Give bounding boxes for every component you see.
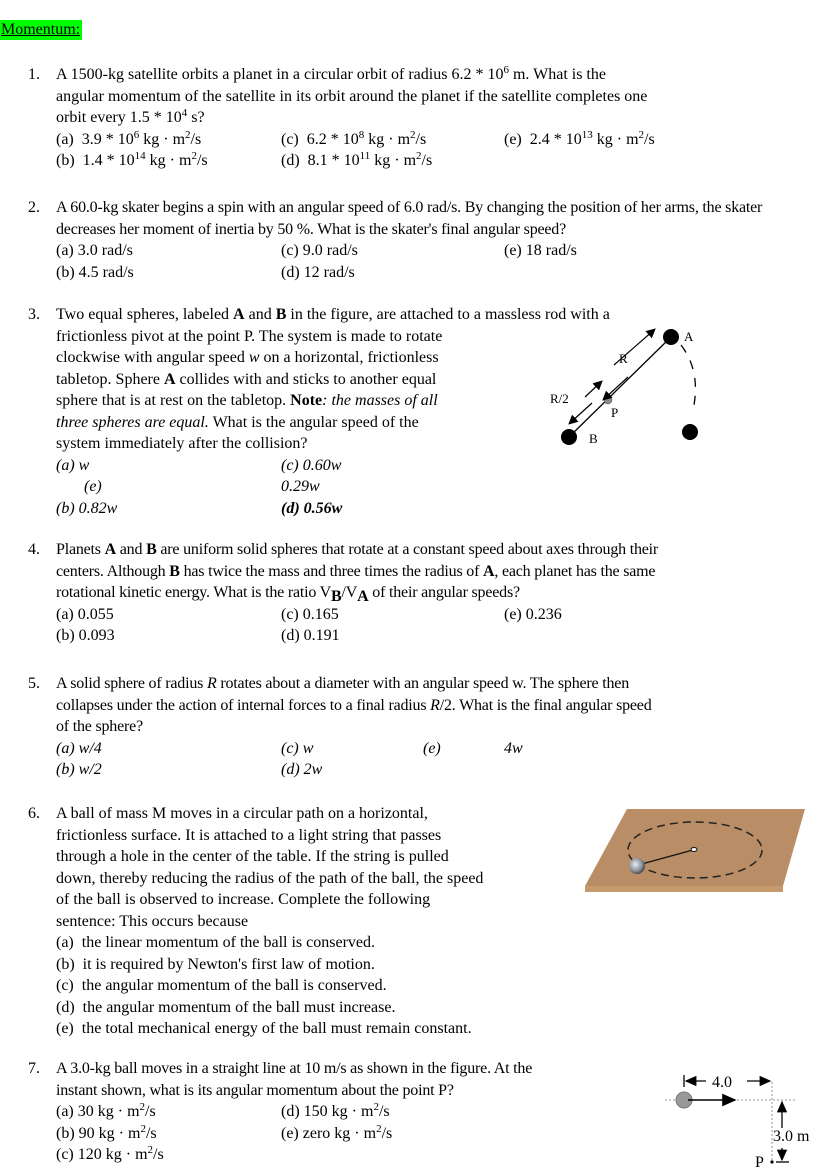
- option-a[interactable]: (a) 0.055: [56, 605, 114, 623]
- ball-icon: [629, 858, 645, 874]
- sphere-b-icon: [561, 429, 577, 445]
- option-d[interactable]: (d) $8.1 * 10^{11}$ kg · $m^2/s$: [281, 150, 433, 169]
- question-1: [28, 64, 808, 172]
- question-number: 1.: [28, 66, 40, 83]
- options-row: [56, 262, 808, 284]
- options-row: [56, 738, 808, 760]
- option-e-value[interactable]: 4w: [504, 739, 523, 757]
- option-e-value[interactable]: 0.29w: [281, 478, 320, 495]
- option-d[interactable]: (d) the angular momentum of the ball must increase.: [56, 998, 396, 1016]
- option-d[interactable]: (d) 0.56w: [281, 499, 343, 517]
- options-row: [56, 129, 808, 151]
- option-b[interactable]: (b) w/2: [56, 761, 102, 778]
- svg-text:R: R: [619, 351, 628, 366]
- option-c[interactable]: (c) w: [281, 739, 314, 757]
- options-row: [56, 150, 808, 172]
- option-b[interactable]: (b) 90 kg · $m^2/s$: [56, 1122, 157, 1142]
- option-e[interactable]: (e): [84, 478, 102, 495]
- option-a[interactable]: (a) w/4: [56, 739, 102, 757]
- option-c[interactable]: (c) $6.2 * 10^8$ kg · $m^2/s$: [281, 128, 427, 148]
- options-row: [56, 604, 808, 626]
- question-number: 4.: [28, 541, 40, 558]
- option-a[interactable]: (a) the linear momentum of the ball is conserved.: [56, 934, 376, 951]
- point-p-icon: [770, 1160, 773, 1163]
- option-e[interactable]: (e) $2.4 * 10^{13}$ kg · $m^2/s$: [504, 128, 655, 148]
- options-row: [56, 240, 808, 262]
- option-c[interactable]: (c) 0.165: [281, 605, 339, 623]
- option-e[interactable]: (e): [423, 739, 441, 757]
- question-text: A 60.0-kg skater begins a spin with an angular speed of 6.0 rad/s. By changing the position of her arms, the skater decreases her moment of inertia by 50 %. What is the skater's final angular speed?: [56, 199, 763, 238]
- option-b[interactable]: (b) $1.4 * 10^{14}$ kg · $m^2/s$: [56, 150, 208, 169]
- svg-text:B: B: [589, 431, 598, 446]
- svg-text:P: P: [611, 405, 619, 420]
- ball-trajectory-figure: [655, 1062, 816, 1175]
- options-row: [56, 498, 808, 520]
- options-row: [56, 455, 808, 477]
- option-c[interactable]: (c) 0.60w: [281, 456, 342, 474]
- question-number: 7.: [28, 1060, 40, 1077]
- option-b[interactable]: (b) 4.5 rad/s: [56, 263, 134, 281]
- question-text: A 3.0-kg ball moves in a straight line at 10 m/s as shown in the figure. At the instant shown, what is its angular momentum about the point P?: [56, 1060, 533, 1099]
- ball-on-table-figure: [583, 806, 813, 898]
- section-heading: Momentum:: [1, 21, 81, 38]
- option-d[interactable]: (d) 12 rad/s: [281, 263, 355, 281]
- question-2: [28, 197, 808, 283]
- options-row: [56, 625, 808, 647]
- option-d[interactable]: (d) 150 kg · $m^2/s$: [281, 1101, 390, 1120]
- option-b[interactable]: (b) 0.82w: [56, 499, 118, 517]
- option-c[interactable]: (c) 120 kg · $m^2/s$: [56, 1144, 164, 1163]
- option-b[interactable]: (b) 0.093: [56, 627, 115, 644]
- question-text: A ball of mass M moves in a circular path on a horizontal, frictionless surface. It is attached to a light string that passes through a hole in the center of the table. If the string is pulled down, thereby reducing the radius of the path of the ball, the speed of the ball is observed to increase. Complete the following sentence: This occurs because: [56, 805, 484, 930]
- option-b[interactable]: (b) it is required by Newton's first law of motion.: [56, 955, 375, 973]
- hole-icon: [691, 848, 697, 852]
- option-e[interactable]: (e) zero kg · $m^2/s$: [281, 1122, 393, 1142]
- question-4: [28, 539, 808, 647]
- svg-text:A: A: [684, 329, 694, 344]
- option-e[interactable]: (e) 0.236: [504, 605, 562, 623]
- svg-text:P: P: [755, 1154, 764, 1171]
- option-e[interactable]: (e) 18 rad/s: [504, 242, 577, 259]
- option-c[interactable]: (c) 9.0 rad/s: [281, 242, 358, 259]
- question-number: 3.: [28, 306, 40, 323]
- option-a[interactable]: (a) 3.0 rad/s: [56, 242, 133, 259]
- option-c[interactable]: (c) the angular momentum of the ball is conserved.: [56, 977, 387, 994]
- svg-text:4.0: 4.0: [712, 1074, 732, 1091]
- option-a[interactable]: (a) w: [56, 456, 90, 474]
- option-a[interactable]: (a) 30 kg · $m^2/s$: [56, 1101, 156, 1120]
- options-row: [56, 759, 808, 781]
- rotating-rod-figure: [540, 325, 720, 455]
- sphere-rest-icon: [682, 424, 698, 440]
- svg-text:3.0 m: 3.0 m: [773, 1128, 810, 1145]
- question-text: A solid sphere of radius R rotates about a diameter with an angular speed w. The sphere then collapses under the action of internal forces to a final radius R/2. What is the final angular speed of the sphere?: [56, 675, 652, 735]
- sphere-a-icon: [663, 329, 679, 345]
- option-d[interactable]: (d) 2w: [281, 761, 323, 778]
- question-5: [28, 673, 808, 781]
- question-number: 5.: [28, 675, 40, 692]
- question-number: 2.: [28, 199, 40, 216]
- question-text: Two equal spheres, labeled A and B in the figure, are attached to a massless rod with a frictionless pivot at the point P. The system is made to rotate clockwise with angular speed w on a horizontal, frictionless tabletop. Sphere A collides with and sticks to another equal sphere that is at rest on the tabletop. Note: the masses of all three spheres are equal. What is the angular speed of the system immediately after the collision?: [56, 306, 610, 452]
- option-e[interactable]: (e) the total mechanical energy of the ball must remain constant.: [56, 1020, 472, 1037]
- question-text: Planets A and B are uniform solid spheres that rotate at a constant speed about axes through their centers. Although B has twice the mass and three times the radius of A, each planet has the same rotational kinetic energy. What is the ratio $V_B/V_A$ of their angular speeds?: [56, 541, 659, 605]
- question-6: [28, 803, 568, 1040]
- options-row: [56, 476, 808, 498]
- question-text: A 1500-kg satellite orbits a planet in a circular orbit of radius $6.2 * 10^6$ m. What is the angular momentum of the satellite in its orbit around the planet if the satellite completes one orbit every $1.5 * 10^4$ s?: [56, 64, 648, 126]
- option-d[interactable]: (d) 0.191: [281, 627, 340, 644]
- option-a[interactable]: (a) $3.9 * 10^6$ kg · $m^2/s$: [56, 128, 202, 148]
- svg-text:R/2: R/2: [550, 391, 569, 406]
- question-number: 6.: [28, 805, 40, 822]
